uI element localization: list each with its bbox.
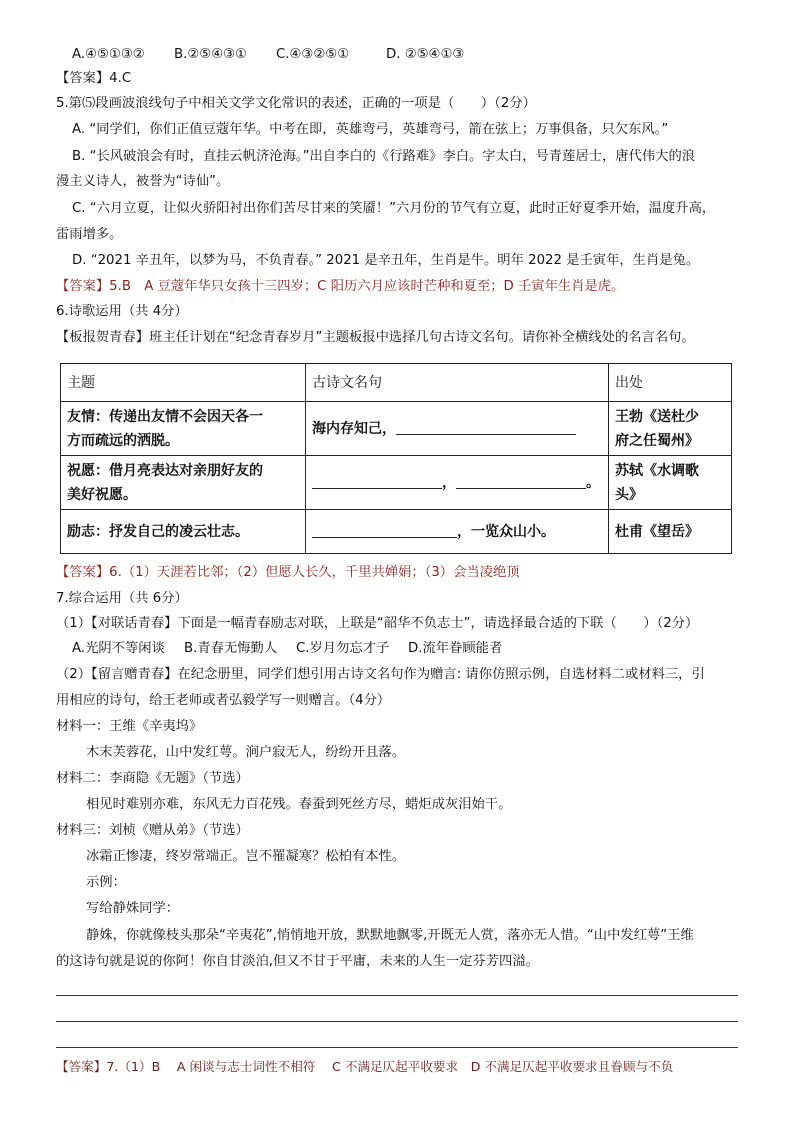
q7-part2-cont: 用相应的诗句，给王老师或者弘毅学写一则赠言。（4分） xyxy=(56,693,391,708)
q7-part2: （2）【留言赠青春】在纪念册里，同学们想引用古诗文名句作为赠言: 请你仿照示例，自选材料二或材料三，引 xyxy=(56,667,705,682)
q4-option-b: B.②⑤④③① xyxy=(174,47,247,62)
header-verse: 古诗文名句 xyxy=(306,364,609,402)
poem-table xyxy=(60,363,732,554)
q4-options xyxy=(72,44,464,66)
answer-blank[interactable] xyxy=(456,472,586,489)
q4-option-d: D. ②⑤④①③ xyxy=(386,47,465,62)
material-3-title: 材料三：刘桢《赠从弟》（节选） xyxy=(56,823,249,838)
material-3-text: 冰霜正惨凄，终岁常端正。岂不罹凝寒？松柏有本性。 xyxy=(86,849,406,864)
header-theme: 主题 xyxy=(61,364,306,402)
answer-line[interactable] xyxy=(56,1047,738,1048)
q5-option-c-cont: 雷雨增多。 xyxy=(56,227,123,242)
q7-option-c: C.岁月勿忘才子 xyxy=(296,641,390,656)
q5-option-d: D. “2021 辛丑年，以梦为马，不负青春。” 2021 是辛丑年，生肖是牛。明年 2022 是壬寅年，生肖是兔。 xyxy=(72,253,700,268)
answer-blank[interactable] xyxy=(396,418,576,435)
example-label: 示例： xyxy=(86,875,126,890)
material-2-title: 材料二：李商隐《无题》（节选） xyxy=(56,771,249,786)
q4-option-c: C.④③②⑤① xyxy=(276,47,350,62)
example-text-cont: 的这诗句就是说的你阿！你自甘淡泊,但又不甘于平庸，未来的人生一定芬芳四溢。 xyxy=(56,954,539,969)
row1-theme: 友情：传递出友情不会因天各一 方而疏远的洒脱。 xyxy=(61,402,306,456)
row2-theme: 祝愿：借月亮表达对亲朋好友的 美好祝愿。 xyxy=(61,456,306,510)
q7-title: 7.综合运用（共 6分） xyxy=(56,591,188,606)
q4-option-a: A.④⑤①③② xyxy=(72,47,145,62)
row1-verse: 海内存知己， xyxy=(306,402,609,456)
q6-intro: 【板报贺青春】班主任计划在“纪念青春岁月”主题板报中选择几句古诗文名句。请你补全横线处的名言名句。 xyxy=(56,330,695,345)
answer-line[interactable] xyxy=(56,995,738,996)
material-1-text: 木末芙蓉花，山中发红萼。涧户寂无人，纷纷开且落。 xyxy=(86,745,406,760)
q7-option-b: B.青春无悔勤人 xyxy=(184,641,278,656)
q4-answer: 【答案】4.C xyxy=(56,71,132,86)
row2-verse: ， 。 xyxy=(306,456,609,510)
q5-answer: 【答案】5.B A 豆蔻年华只女孩十三四岁；C 阳历六月应该时芒种和夏至；D 壬寅年生肖是虎。 xyxy=(56,279,625,294)
table-row xyxy=(61,402,732,456)
row3-verse: ，一览众山小。 xyxy=(306,510,609,554)
q6-title: 6.诗歌运用（共 4分） xyxy=(56,304,188,319)
q6-answer: 【答案】6.（1）天涯若比邻；（2）但愿人长久，千里共婵娟；（3）会当凌绝顶 xyxy=(56,565,520,580)
row2-source: 苏轼《水调歌 头》 xyxy=(609,456,732,510)
q5-stem: 5.第⑸段画波浪线句子中相关文学文化常识的表述，正确的一项是（ ）（2分） xyxy=(56,96,536,111)
row3-source: 杜甫《望岳》 xyxy=(609,510,732,554)
q7-answer: 【答案】7.（1）B A 闲谈与志士词性不相符 C 不满足仄起平收要求 D 不满足仄起平收要求且眷顾与不负 xyxy=(56,1059,674,1074)
answer-line[interactable] xyxy=(56,1021,738,1022)
example-text: 静姝，你就像枝头那朵“辛夷花”,悄悄地开放，默默地飘零,开既无人赏，落亦无人惜。“山中发红萼”王维 xyxy=(86,928,694,943)
q7-part1-options xyxy=(72,638,502,660)
row1-source: 王勃《送杜少 府之任蜀州》 xyxy=(609,402,732,456)
row3-theme: 励志：抒发自己的凌云壮志。 xyxy=(61,510,306,554)
table-row xyxy=(61,456,732,510)
q5-option-c: C. “六月立夏，让似火骄阳衬出你们苦尽甘来的笑靥！”六月份的节气有立夏，此时正好夏季开始，温度升高， xyxy=(72,201,716,216)
material-1-title: 材料一：王维《辛夷坞》 xyxy=(56,719,203,734)
q7-part1: （1）【对联话青春】下面是一幅青春励志对联，上联是“韶华不负志士”，请选择最合适的下联（ ）（2分） xyxy=(56,616,699,631)
answer-blank[interactable] xyxy=(312,472,442,489)
answer-blank[interactable] xyxy=(312,521,457,538)
header-source: 出处 xyxy=(609,364,732,402)
q5-option-b-cont: 漫主义诗人，被誉为“诗仙”。 xyxy=(56,174,230,189)
q5-option-b: B. “长风破浪会有时，直挂云帆济沧海。”出自李白的《行路难》李白。字太白，号青莲居士，唐代伟大的浪 xyxy=(72,149,696,164)
q7-option-d: D.流年眷顾能者 xyxy=(408,641,503,656)
table-row xyxy=(61,510,732,554)
q5-option-a: A. “同学们，你们正值豆蔻年华。中考在即，英雄弯弓，英雄弯弓，箭在弦上；万事俱备，只欠东风。” xyxy=(72,122,669,137)
q7-option-a: A.光阴不等闲谈 xyxy=(72,641,165,656)
example-recipient: 写给静姝同学： xyxy=(86,901,180,916)
material-2-text: 相见时难别亦难，东风无力百花残。春蚕到死丝方尽，蜡炬成灰泪始干。 xyxy=(86,797,512,812)
